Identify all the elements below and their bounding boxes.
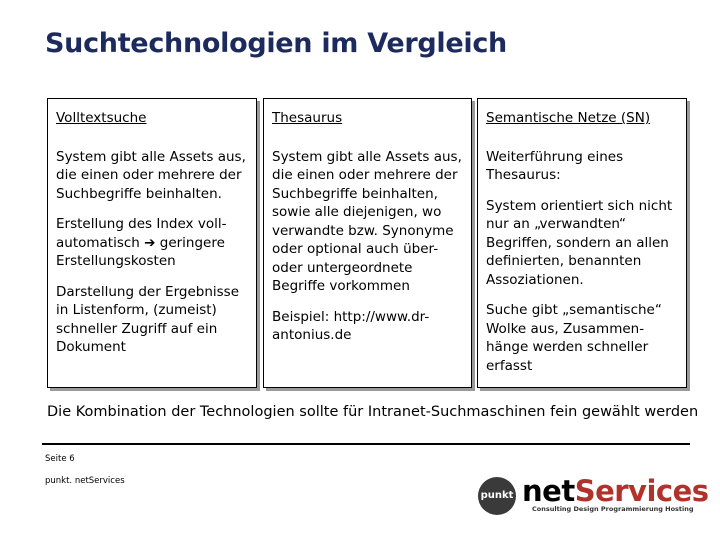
- column-paragraph: System gibt alle Assets aus, die einen oder mehrere der Suchbegriffe beinhalten.: [56, 148, 246, 202]
- footer-divider: [42, 443, 690, 445]
- column-paragraph: Darstellung der Ergebnisse in Listenform, (zumeist) schneller Zugriff auf ein Dokument: [56, 283, 240, 355]
- logo-wordmark: [522, 474, 709, 508]
- column-paragraph: Erstellung des Index voll-automatisch ➔ geringere Erstellungskosten: [56, 216, 227, 269]
- logo-services-text: Services: [574, 474, 709, 508]
- column-paragraph: System orientiert sich nicht nur an „verwandten“ Begriffen, sondern an allen definierten, benannten Assoziationen.: [486, 197, 673, 288]
- column-paragraph: System gibt alle Assets aus, die einen oder mehrere der Suchbegriffe beinhalten, sowie alle diejenigen, wo verwandte bzw. Synonyme oder optional auch über- oder untergeordnete Begriffe vorkommen: [272, 148, 462, 294]
- column-volltextsuche: [47, 98, 257, 388]
- netservices-logo: [478, 474, 709, 517]
- column-paragraph: Weiterführung eines Thesaurus:: [486, 148, 624, 183]
- column-heading: Thesaurus: [272, 110, 343, 126]
- page-number: Seite 6: [45, 454, 75, 464]
- slide-title: Suchtechnologien im Vergleich: [45, 28, 507, 59]
- column-heading: Semantische Netze (SN): [486, 110, 651, 126]
- column-paragraph: Suche gibt „semantische“ Wolke aus, Zusammen-hänge werden schneller erfasst: [486, 302, 662, 374]
- column-heading: Volltextsuche: [56, 110, 147, 126]
- logo-tagline: Consulting Design Programmierung Hosting: [532, 505, 694, 513]
- logo-net-text: net: [522, 474, 575, 508]
- logo-circle: punkt: [478, 477, 516, 515]
- conclusion-text: Die Kombination der Technologien sollte für Intranet-Suchmaschinen fein gewählt werden: [47, 404, 699, 420]
- company-name: punkt. netServices: [45, 476, 125, 486]
- column-thesaurus: [263, 98, 472, 388]
- column-paragraph: Beispiel: http://www.dr-antonius.de: [272, 308, 430, 343]
- column-semantische-netze: [477, 98, 687, 388]
